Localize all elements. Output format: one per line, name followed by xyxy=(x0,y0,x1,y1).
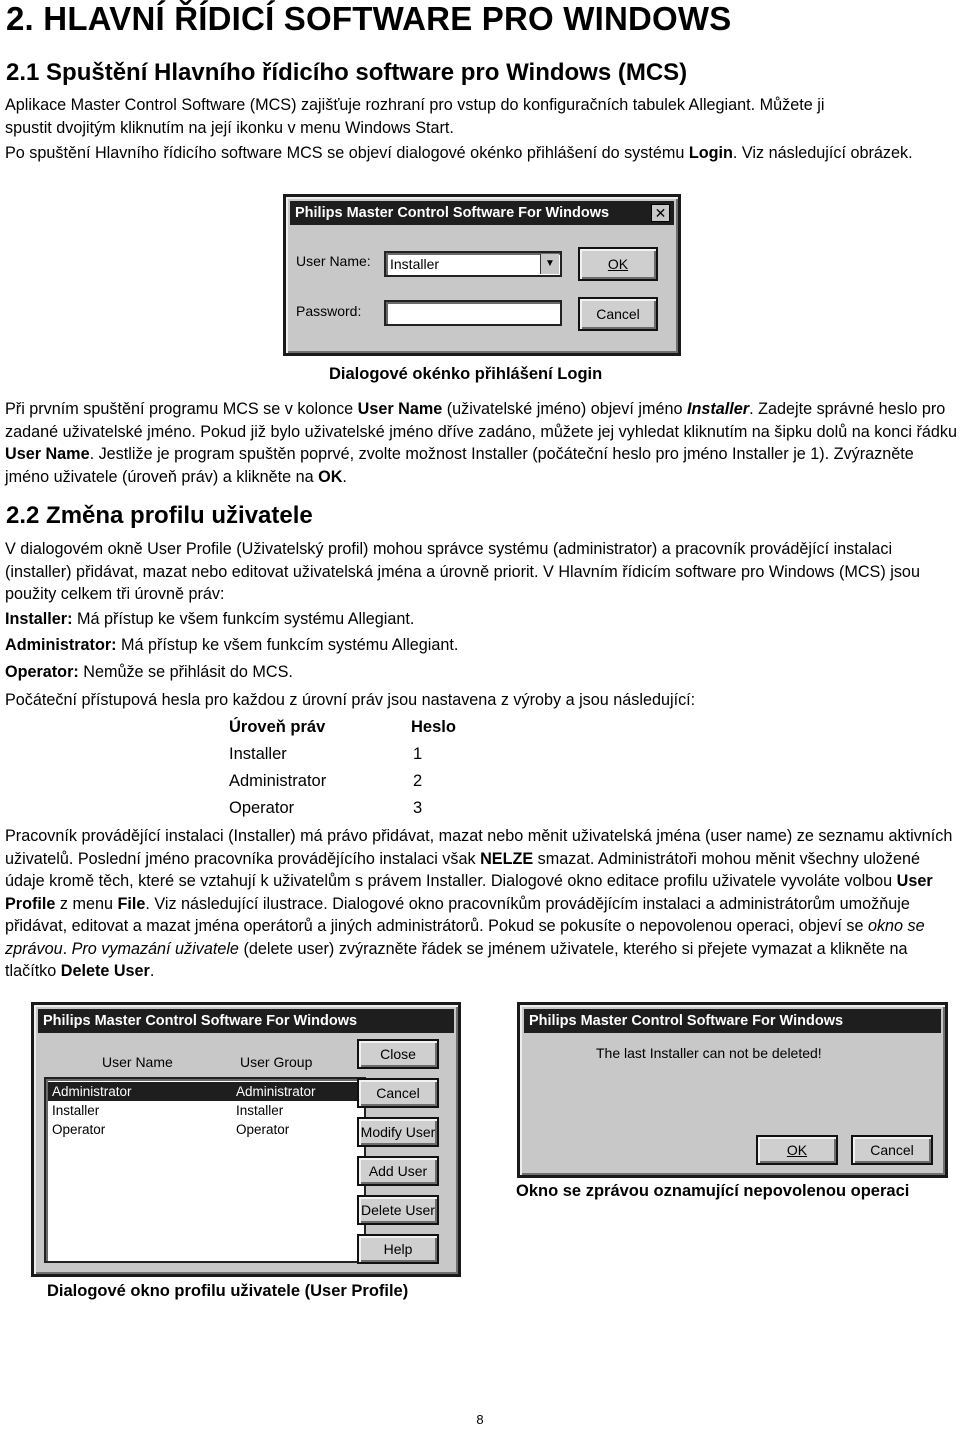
table-cell-password: 1 xyxy=(413,745,423,763)
section-2-1-title: 2.1 Spuštění Hlavního řídicího software pro Windows (MCS) xyxy=(6,59,688,86)
password-field[interactable] xyxy=(384,300,562,326)
message-dialog-title: Philips Master Control Software For Windows xyxy=(529,1013,844,1029)
section-2-2-paragraph-2: Pracovník provádějící instalaci (Installer) má právo přidávat, mazat nebo měnit uživatelská jména (user name) ze seznamu aktivních uživatelů. Poslední jméno pracovníka provádějícího instalaci však NELZE smazat. Administrátoři mohou měnit všechny uložené údaje kromě těch, které se vztahují k uživatelům s právem Installer. Dialogové okno editace profilu uživatele vyvoláte volbou User Profile z menu File. Viz následující ilustrace. Dialogové okno pracovníkům provádějícím instalaci a administrátorům umožňuje přidávat, editovat a mazat jména operátorů a jiných administrátorů. Pokud se pokusíte o nepovolenou operaci, objeví se okno se zprávou. Pro vymazání uživatele (delete user) zvýrazněte řádek se jménem uživatele, kterého si přejete vymazat a klikněte na tlačítko Delete User. xyxy=(5,827,953,980)
chevron-down-icon[interactable]: ▼ xyxy=(540,254,559,274)
list-item-name: Administrator xyxy=(52,1084,132,1099)
user-profile-dialog xyxy=(31,1002,461,1277)
table-cell-password: 3 xyxy=(413,799,423,817)
login-dialog xyxy=(283,194,681,356)
user-name-combobox[interactable] xyxy=(384,251,562,277)
close-button[interactable]: Close xyxy=(357,1039,439,1069)
add-user-button[interactable]: Add User xyxy=(357,1156,439,1186)
help-button[interactable]: Help xyxy=(357,1234,439,1264)
table-cell-level: Operator xyxy=(229,799,295,817)
list-item-name: Installer xyxy=(52,1103,100,1118)
column-header-user-group: User Group xyxy=(240,1054,313,1070)
passwords-intro: Počáteční přístupová hesla pro každou z úrovní práv jsou nastavena z výroby a jsou následující: xyxy=(5,691,696,709)
list-item-group: Administrator xyxy=(236,1084,316,1099)
table-cell-level: Administrator xyxy=(229,772,327,790)
delete-user-button[interactable]: Delete User xyxy=(357,1195,439,1225)
close-icon[interactable]: ✕ xyxy=(651,204,670,222)
password-label: Password: xyxy=(296,303,362,319)
table-cell-password: 2 xyxy=(413,772,423,790)
user-profile-caption: Dialogové okno profilu uživatele (User Profile) xyxy=(47,1282,409,1300)
login-ok-button[interactable]: OK xyxy=(578,247,658,281)
page-number: 8 xyxy=(476,1412,484,1427)
message-cancel-button[interactable]: Cancel xyxy=(851,1135,933,1165)
list-item-group: Operator xyxy=(236,1122,290,1137)
user-name-label: User Name: xyxy=(296,253,371,269)
message-dialog-titlebar xyxy=(524,1009,941,1033)
definition-operator: Operator: Nemůže se přihlásit do MCS. xyxy=(5,663,293,681)
page-heading: 2. HLAVNÍ ŘÍDICÍ SOFTWARE PRO WINDOWS xyxy=(6,0,732,37)
message-dialog-caption: Okno se zprávou oznamující nepovolenou operaci xyxy=(516,1182,910,1200)
message-ok-button[interactable]: OK xyxy=(756,1135,838,1165)
table-header-password: Heslo xyxy=(411,718,456,736)
column-header-user-name: User Name xyxy=(102,1054,173,1070)
login-explanation-paragraph: Při prvním spuštění programu MCS se v kolonce User Name (uživatelské jméno) objeví jméno Installer. Zadejte správné heslo pro zadané uživatelské jméno. Pokud již bylo uživatelské jméno dříve zadáno, můžete jej vyhledat kliknutím na šipku dolů na konci řádku User Name. Jestliže je program spuštěn poprvé, zvolte možnost Installer (počáteční heslo pro jméno Installer je 1). Zvýrazněte jméno uživatele (úroveň práv) a klikněte na OK. xyxy=(5,400,957,486)
login-dialog-caption: Dialogové okénko přihlášení Login xyxy=(329,365,603,383)
cancel-button[interactable]: Cancel xyxy=(357,1078,439,1108)
definition-administrator: Administrator: Má přístup ke všem funkcím systému Allegiant. xyxy=(5,636,459,654)
user-profile-titlebar xyxy=(38,1009,454,1033)
list-item[interactable] xyxy=(48,1101,362,1120)
list-item-name: Operator xyxy=(52,1122,106,1137)
login-cancel-button[interactable]: Cancel xyxy=(578,297,658,331)
modify-user-button[interactable]: Modify User xyxy=(357,1117,439,1147)
section-2-2-title: 2.2 Změna profilu uživatele xyxy=(6,502,313,529)
section-2-1-paragraph-2: Po spuštění Hlavního řídicího software MCS se objeví dialogové okénko přihlášení do systému Login. Viz následující obrázek. xyxy=(5,144,913,162)
message-text: The last Installer can not be deleted! xyxy=(596,1045,822,1061)
user-list[interactable] xyxy=(44,1077,366,1263)
message-dialog xyxy=(517,1002,948,1178)
definition-installer: Installer: Má přístup ke všem funkcím systému Allegiant. xyxy=(5,610,415,628)
list-item[interactable] xyxy=(48,1082,362,1101)
section-2-2-paragraph-1: V dialogovém okně User Profile (Uživatelský profil) mohou správce systému (administrator) a pracovník provádějící instalaci (installer) přidávat, mazat nebo editovat uživatelská jména a úrovně priorit. V Hlavním řídicím software pro Windows (MCS) jsou použity celkem tři úrovně práv: xyxy=(5,540,920,603)
login-dialog-titlebar xyxy=(290,201,674,225)
login-dialog-title: Philips Master Control Software For Windows xyxy=(295,205,610,221)
section-2-1-paragraph-1: Aplikace Master Control Software (MCS) zajišťuje rozhraní pro vstup do konfiguračních tabulek Allegiant. Můžete ji spustit dvojitým kliknutím na její ikonku v menu Windows Start. xyxy=(5,96,825,137)
table-header-level: Úroveň práv xyxy=(229,718,326,736)
user-profile-title: Philips Master Control Software For Windows xyxy=(43,1013,358,1029)
list-item[interactable] xyxy=(48,1120,362,1139)
table-cell-level: Installer xyxy=(229,745,287,763)
list-item-group: Installer xyxy=(236,1103,284,1118)
user-name-value: Installer xyxy=(390,256,440,272)
